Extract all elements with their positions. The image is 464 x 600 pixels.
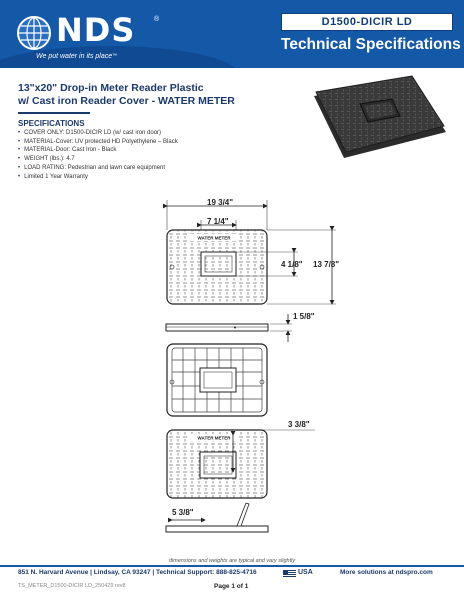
dim-height: 13 7/8" <box>313 260 340 269</box>
dim-door-height: 4 1/8" <box>281 260 303 269</box>
tagline-text: We put water in its place <box>36 53 113 60</box>
side-profile-drawing <box>166 314 292 342</box>
dim-thickness: 1 5/8" <box>293 312 315 321</box>
product-title-line1: 13"x20" Drop-in Meter Reader Plastic <box>18 82 204 94</box>
footer-separator: | <box>152 569 156 576</box>
footer-divider <box>0 565 464 567</box>
registered-mark: ® <box>154 16 160 23</box>
dim-door-width: 7 1/4" <box>207 217 229 226</box>
made-in-usa-badge: USA <box>298 569 313 576</box>
product-code: D1500-DICIR LD <box>281 13 453 31</box>
product-title-line2: w/ Cast iron Reader Cover - WATER METER <box>18 95 235 107</box>
footer-address: 851 N. Harvard Avenue <box>18 569 89 576</box>
technical-drawings <box>0 190 464 550</box>
footer-website-link[interactable]: More solutions at ndspro.com <box>340 569 433 576</box>
spec-item: • COVER ONLY: D1500-DICIR LD (w/ cast iron door) <box>18 129 178 138</box>
header-banner <box>0 0 464 68</box>
footer-support: Technical Support: 888-825-4716 <box>155 569 257 576</box>
specifications-heading: SPECIFICATIONS <box>18 119 85 128</box>
tagline-trademark: ™ <box>112 53 118 59</box>
dim-lid-height: 3 3/8" <box>288 420 310 429</box>
document-id: TS_METER_D1500-DICIR LD_250429 rev8 <box>18 583 126 589</box>
product-title <box>18 82 278 108</box>
dim-width: 19 3/4" <box>207 198 234 207</box>
footer-city: Lindsay, CA 93247 <box>93 569 151 576</box>
title-divider <box>18 112 90 114</box>
footer-separator: | <box>90 569 94 576</box>
specifications-list <box>18 129 178 181</box>
cover-text-lid: WATER METER <box>197 435 231 441</box>
spec-item: • LOAD RATING: Pedestrian and lawn care equipment <box>18 164 178 173</box>
doc-type-title: Technical Specifications <box>281 36 461 53</box>
spec-item: • MATERIAL-Cover: UV protected HD Polyethylene – Black <box>18 138 178 147</box>
disclaimer: dimensions and weights are typical and vary slightly <box>168 558 296 564</box>
spec-item: • Limited 1 Year Warranty <box>18 173 178 182</box>
page-number: Page 1 of 1 <box>214 583 249 590</box>
footer-contact <box>18 569 257 576</box>
dim-lid-offset: 5 3/8" <box>172 508 194 517</box>
spec-item: • WEIGHT (lbs.): 4.7 <box>18 155 178 164</box>
tagline <box>36 53 117 60</box>
spec-item: • MATERIAL-Door: Cast Iron - Black <box>18 146 178 155</box>
us-flag-icon <box>283 570 296 577</box>
product-photo <box>304 74 452 166</box>
top-view-drawing <box>167 200 336 304</box>
nds-logo: NDS <box>56 11 136 49</box>
globe-icon <box>17 16 51 50</box>
cover-text-top: WATER METER <box>197 235 231 241</box>
bottom-view-drawing <box>167 344 267 416</box>
